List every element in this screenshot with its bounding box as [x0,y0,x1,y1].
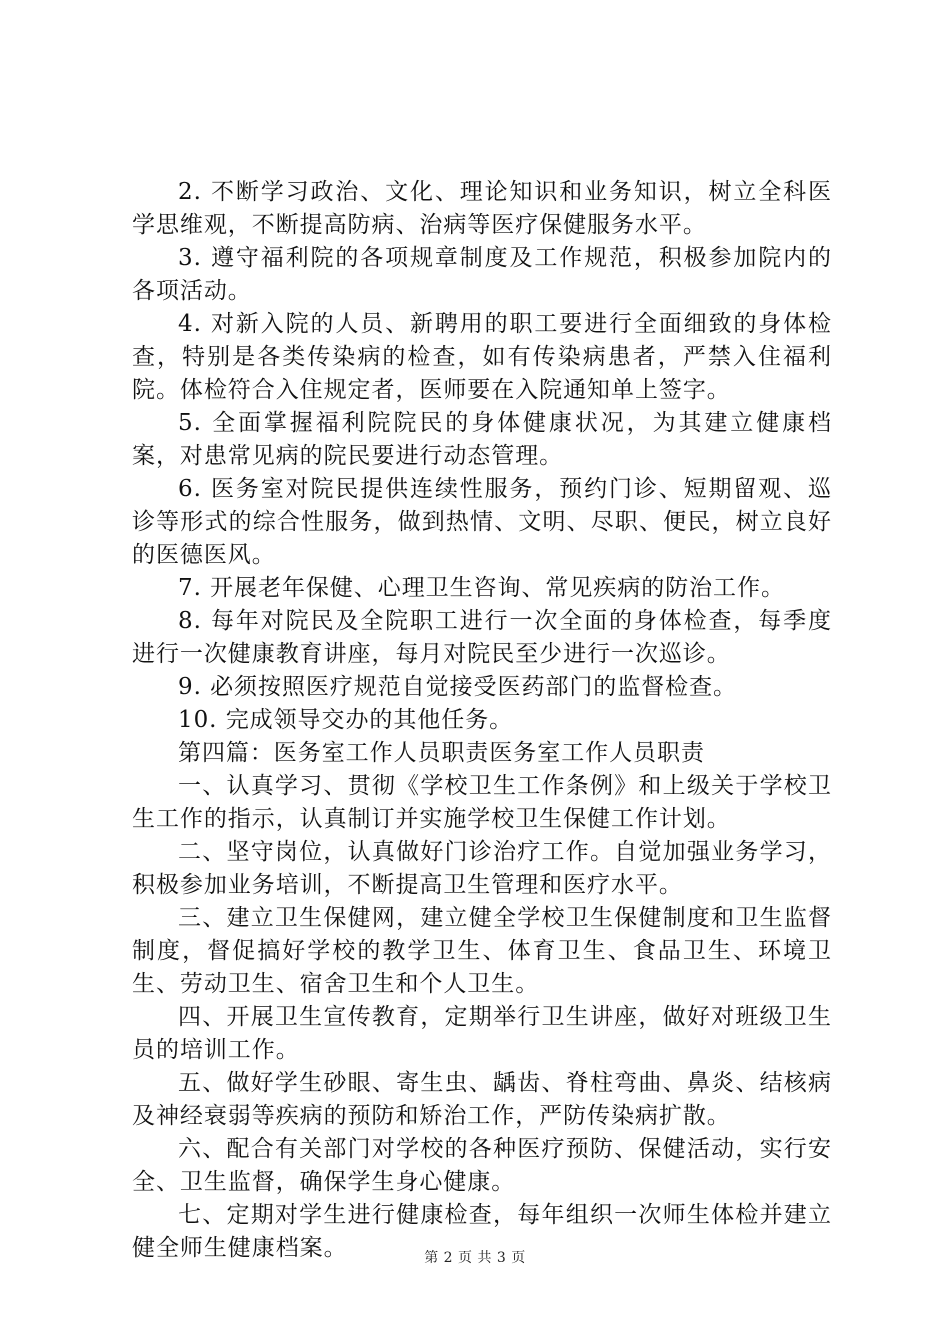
paragraph: 3. 遵守福利院的各项规章制度及工作规范，积极参加院内的各项活动。 [132,245,832,304]
paragraph: 4. 对新入院的人员、新聘用的职工要进行全面细致的身体检查，特别是各类传染病的检查，如有传染病患者，严禁入住福利院。体检符合入住规定者，医师要在入院通知单上签字。 [132,311,832,403]
paragraph: 10. 完成领导交办的其他任务。 [178,707,514,733]
paragraph: 四、开展卫生宣传教育，定期举行卫生讲座，做好对班级卫生员的培训工作。 [132,1004,832,1063]
paragraph: 五、做好学生砂眼、寄生虫、龋齿、脊柱弯曲、鼻炎、结核病及神经衰弱等疾病的预防和矫治工作，严防传染病扩散。 [132,1070,832,1129]
section-heading: 第四篇：医务室工作人员职责医务室工作人员职责 [178,740,705,766]
document-body [132,176,832,1265]
page-number-label: 第 2 页 共 3 页 [424,1250,526,1266]
paragraph: 6. 医务室对院民提供连续性服务，预约门诊、短期留观、巡诊等形式的综合性服务，做到热情、文明、尽职、便民，树立良好的医德医风。 [132,476,832,568]
paragraph: 9. 必须按照医疗规范自觉接受医药部门的监督检查。 [178,674,738,700]
paragraph: 一、认真学习、贯彻《学校卫生工作条例》和上级关于学校卫生工作的指示，认真制订并实施学校卫生保健工作计划。 [132,773,832,832]
paragraph: 8. 每年对院民及全院职工进行一次全面的身体检查，每季度进行一次健康教育讲座，每月对院民至少进行一次巡诊。 [132,608,832,667]
paragraph: 二、坚守岗位，认真做好门诊治疗工作。自觉加强业务学习，积极参加业务培训，不断提高卫生管理和医疗水平。 [132,839,832,898]
paragraph: 六、配合有关部门对学校的各种医疗预防、保健活动，实行安全、卫生监督，确保学生身心健康。 [132,1136,832,1195]
paragraph: 2. 不断学习政治、文化、理论知识和业务知识，树立全科医学思维观，不断提高防病、治病等医疗保健服务水平。 [132,179,832,238]
paragraph: 5. 全面掌握福利院院民的身体健康状况，为其建立健康档案，对患常见病的院民要进行动态管理。 [132,410,832,469]
paragraph: 七、定期对学生进行健康检查，每年组织一次师生体检并建立健全师生健康档案。 [132,1202,832,1261]
paragraph: 7. 开展老年保健、心理卫生咨询、常见疾病的防治工作。 [178,575,785,601]
paragraph: 三、建立卫生保健网，建立健全学校卫生保健制度和卫生监督制度，督促搞好学校的教学卫生、体育卫生、食品卫生、环境卫生、劳动卫生、宿舍卫生和个人卫生。 [132,905,832,997]
page-footer [0,1248,950,1268]
